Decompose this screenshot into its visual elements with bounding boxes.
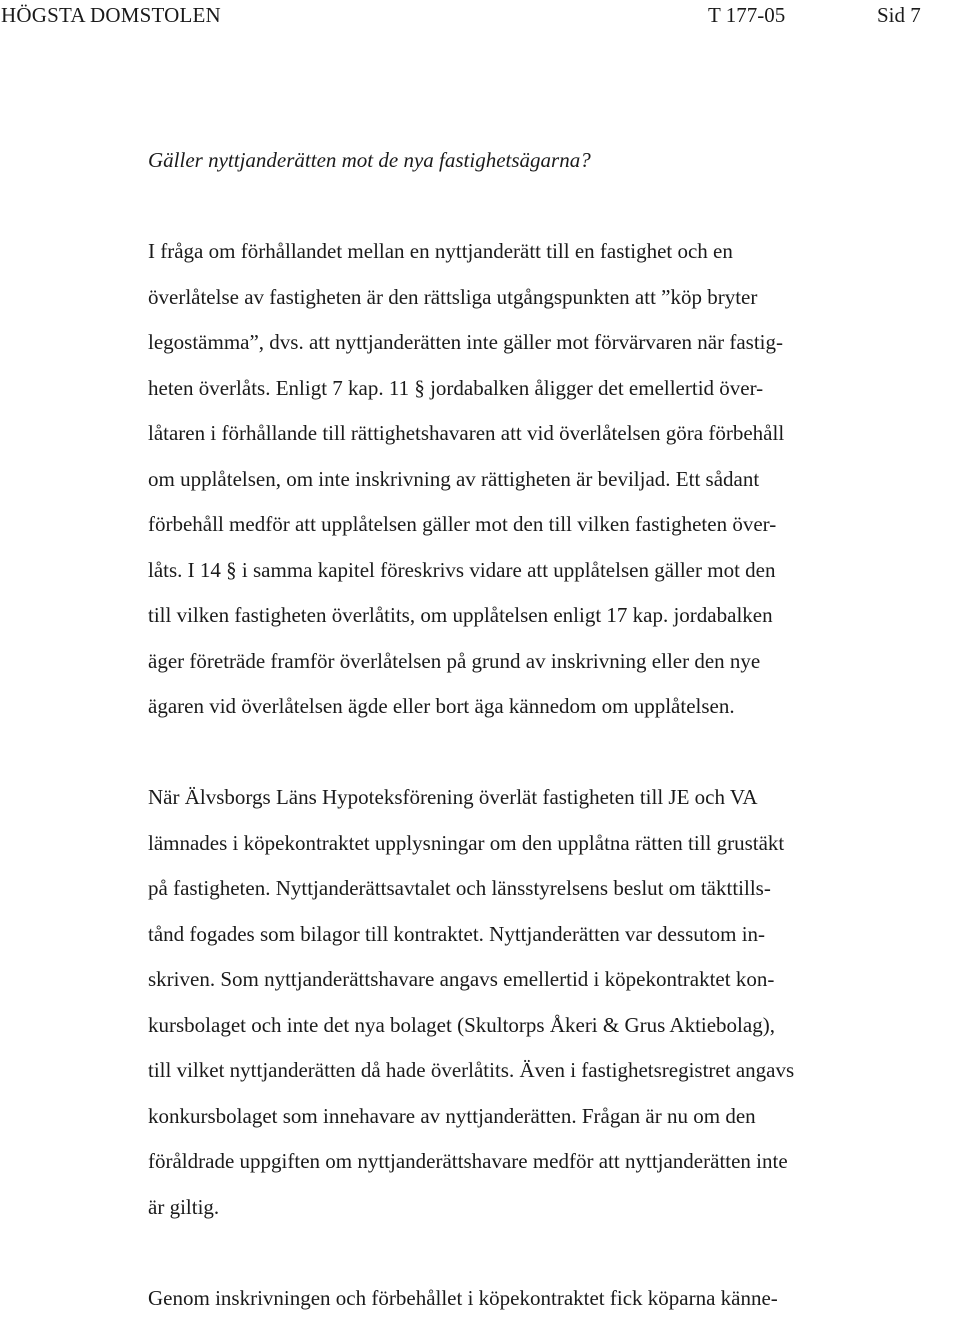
text-line: är giltig. [148,1185,956,1231]
text-line: ägaren vid överlåtelsen ägde eller bort äga kännedom om upplåtelsen. [148,684,956,730]
text-line: äger företräde framför överlåtelsen på grund av inskrivning eller den nye [148,639,956,685]
text-line: förbehåll medför att upplåtelsen gäller mot den till vilken fastigheten över- [148,502,956,548]
section-heading: Gäller nyttjanderätten mot de nya fastighetsägarna? [148,138,956,184]
text-line: I fråga om förhållandet mellan en nyttjanderätt till en fastighet och en [148,229,956,275]
text-line: till vilken fastigheten överlåtits, om upplåtelsen enligt 17 kap. jordabalken [148,593,956,639]
text-line: skriven. Som nyttjanderättshavare angavs emellertid i köpekontraktet kon- [148,957,956,1003]
text-line: lämnades i köpekontraktet upplysningar om den upplåtna rätten till grustäkt [148,821,956,867]
paragraph-2 [148,775,956,1230]
page-number: Sid 7 [877,1,921,29]
text-line: till vilket nyttjanderätten då hade överlåtits. Även i fastighetsregistret angavs [148,1048,956,1094]
text-line: När Älvsborgs Läns Hypoteksförening överlät fastigheten till JE och VA [148,775,956,821]
text-line: tånd fogades som bilagor till kontraktet. Nyttjanderätten var dessutom in- [148,912,956,958]
spacer [148,1230,956,1276]
paragraph-3 [148,1276,956,1321]
document-body [148,138,956,1321]
text-line: legostämma”, dvs. att nyttjanderätten inte gäller mot förvärvaren när fastig- [148,320,956,366]
page-header [0,0,960,30]
text-line: Genom inskrivningen och förbehållet i köpekontraktet fick köparna känne- [148,1276,956,1321]
text-line: kursbolaget och inte det nya bolaget (Skultorps Åkeri & Grus Aktiebolag), [148,1003,956,1049]
paragraph-1 [148,229,956,730]
text-line: föråldrade uppgiften om nyttjanderättshavare medför att nyttjanderätten inte [148,1139,956,1185]
text-line: på fastigheten. Nyttjanderättsavtalet och länsstyrelsens beslut om täkttills- [148,866,956,912]
court-name: HÖGSTA DOMSTOLEN [1,1,221,29]
text-line: överlåtelse av fastigheten är den rättsliga utgångspunkten att ”köp bryter [148,275,956,321]
case-number: T 177-05 [708,1,785,29]
text-line: heten överlåts. Enligt 7 kap. 11 § jordabalken åligger det emellertid över- [148,366,956,412]
text-line: om upplåtelsen, om inte inskrivning av rättigheten är beviljad. Ett sådant [148,457,956,503]
spacer [148,730,956,776]
text-line: konkursbolaget som innehavare av nyttjanderätten. Frågan är nu om den [148,1094,956,1140]
text-line: låts. I 14 § i samma kapitel föreskrivs vidare att upplåtelsen gäller mot den [148,548,956,594]
text-line: låtaren i förhållande till rättighetshavaren att vid överlåtelsen göra förbehåll [148,411,956,457]
spacer [148,184,956,230]
